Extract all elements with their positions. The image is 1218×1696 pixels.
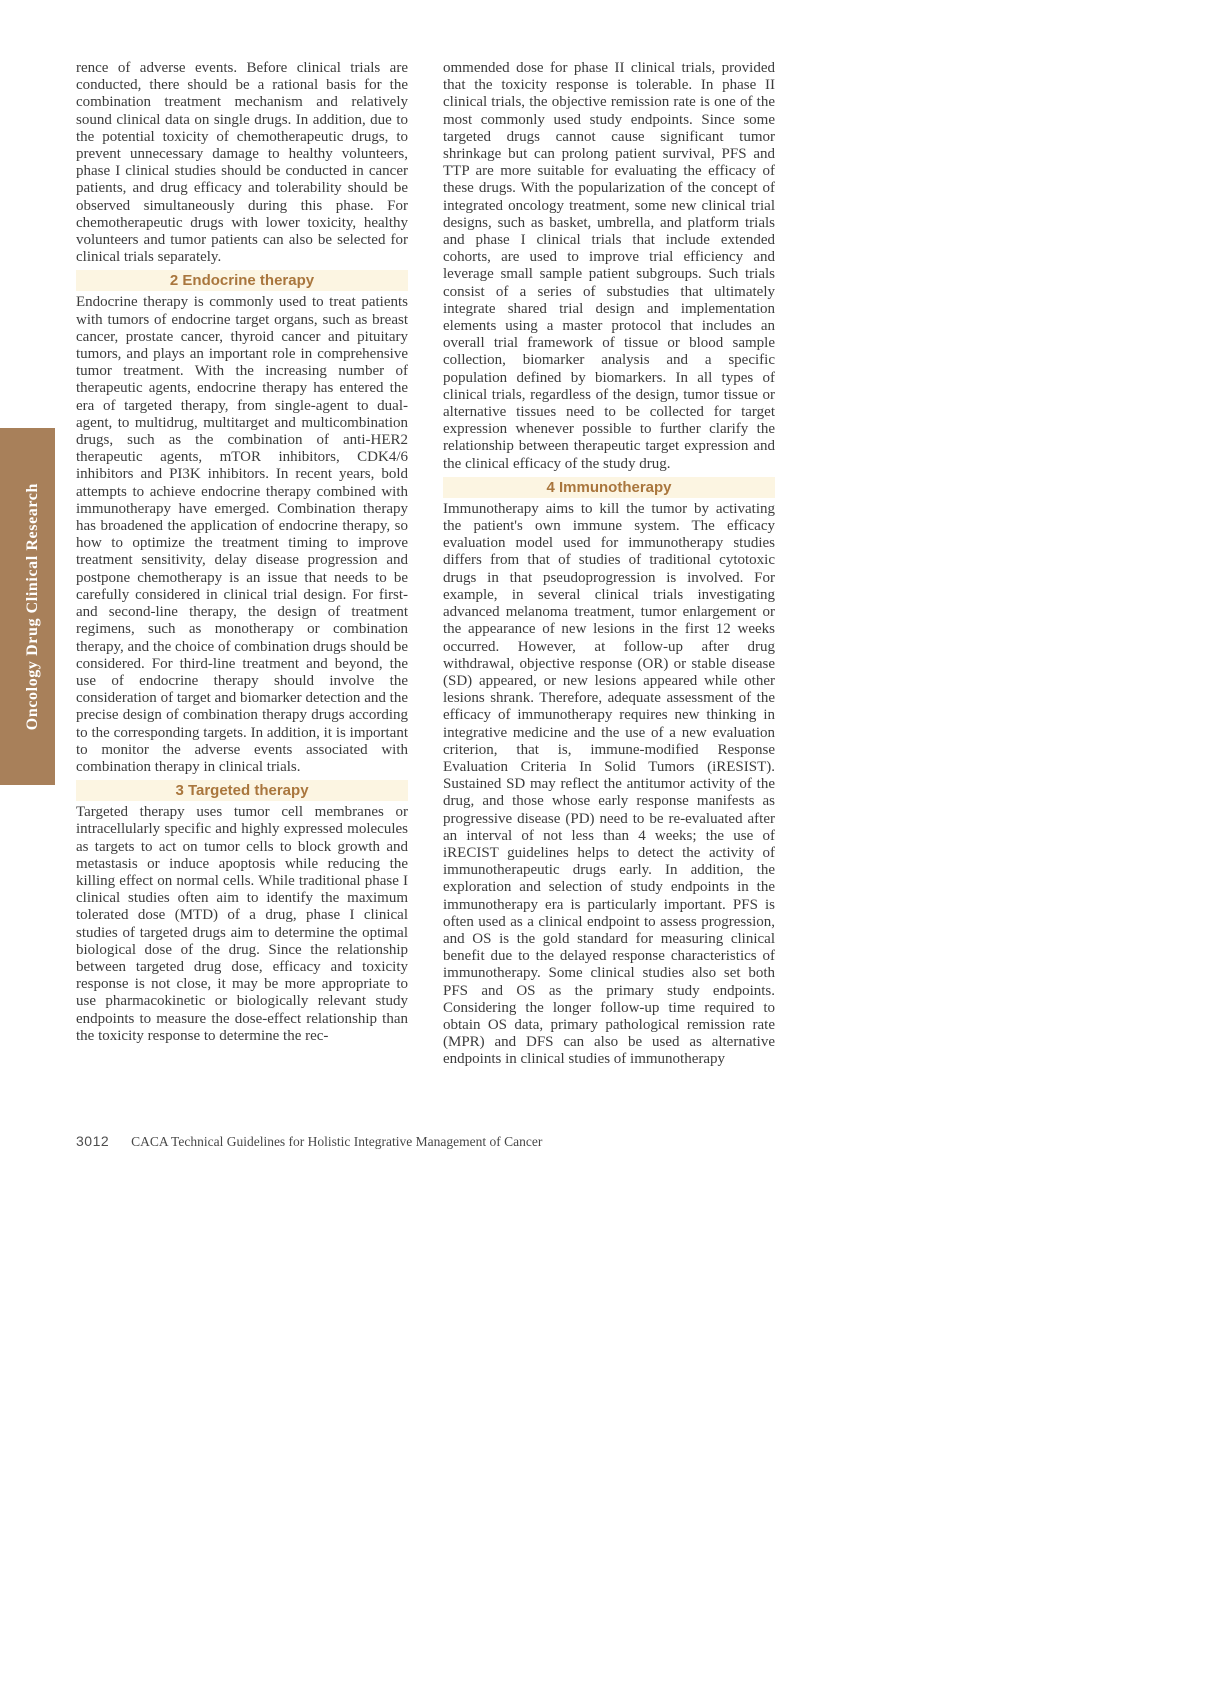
paragraph-immunotherapy: Immunotherapy aims to kill the tumor by activating the patient's own immune system. The efficacy evaluation model used for immunotherapy studies differs from that of studies of traditional cytotoxic drugs in that pseudoprogression is involved. For example, in several clinical trials investigating advanced melanoma treatment, tumor enlargement or the appearance of new lesions in the first 12 weeks occurred. However, at follow-up after drug withdrawal, objective response (OR) or stable disease (SD) appeared, or new lesions appeared while other lesions shrank. Therefore, adequate assessment of the efficacy of immunotherapy requires new thinking in integrative medicine and the use of a new evaluation criterion, that is, immune-modified Response Evaluation Criteria In Solid Tumors (iRESIST). Sustained SD may reflect the antitumor activity of the drug, and those whose early response manifests as progressive disease (PD) need to be re-evaluated after an interval of not less than 4 weeks; the use of iRECIST guidelines helps to detect the activity of immunotherapeutic drugs early. In addition, the exploration and selection of study endpoints in the immunotherapy era is particularly important. PFS is often used as a clinical endpoint to assess progression, and OS is the gold standard for measuring clinical benefit due to the delayed response characteristics of immunotherapy. Some clinical studies also set both PFS and OS as the primary study endpoints. Considering the longer follow-up time required to obtain OS data, primary pathological remission rate (MPR) and DFS can also be used as alternative endpoints in clinical studies of immunotherapy	[443, 500, 775, 1068]
paragraph-targeted-therapy-continued: ommended dose for phase II clinical trials, provided that the toxicity response is tolerable. In phase II clinical trials, the objective remission rate is one of the most commonly used study endpoints. Since some targeted drugs cannot cause significant tumor shrinkage but can prolong patient survival, PFS and TTP are more suitable for evaluating the efficacy of these drugs. With the popularization of the concept of integrated oncology treatment, some new clinical trial designs, such as basket, umbrella, and platform trials and phase I clinical trials that include extended cohorts, are used to improve trial efficiency and leverage small sample patient subgroups. Such trials consist of a series of substudies that ultimately integrate shared trial design and implementation elements using a master protocol that includes an overall trial framework of tissue or blood sample collection, biomarker analysis and a specific population defined by biomarkers. In all types of clinical trials, regardless of the design, tumor tissue or alternative tissues need to be collected for target expression whenever possible to further clarify the relationship between therapeutic target expression and the clinical efficacy of the study drug.	[443, 60, 775, 472]
footer-running-title: CACA Technical Guidelines for Holistic Integrative Management of Cancer	[131, 1134, 543, 1149]
paragraph-adverse-events: rence of adverse events. Before clinical trials are conducted, there should be a rational basis for the combination treatment mechanism and relatively sound clinical data on single drugs. In addition, due to the potential toxicity of chemotherapeutic drugs, to prevent unnecessary damage to healthy volunteers, phase I clinical studies should be conducted in cancer patients, and drug efficacy and tolerability should be observed simultaneously during this phase. For chemotherapeutic drugs with lower toxicity, healthy volunteers and tumor patients can also be selected for clinical trials separately.	[76, 60, 408, 266]
page-footer	[76, 1133, 836, 1151]
right-column	[443, 60, 775, 1069]
page-number: 3012	[76, 1133, 110, 1149]
section-heading-targeted-therapy: 3 Targeted therapy	[76, 780, 408, 801]
left-column	[76, 60, 408, 1045]
journal-section-tab	[0, 428, 55, 785]
section-heading-endocrine-therapy: 2 Endocrine therapy	[76, 270, 408, 291]
paragraph-endocrine-therapy: Endocrine therapy is commonly used to treat patients with tumors of endocrine target organs, such as breast cancer, prostate cancer, thyroid cancer and pituitary tumors, and plays an important role in comprehensive tumor treatment. With the increasing number of therapeutic agents, endocrine therapy has entered the era of targeted therapy, from single-agent to dual-agent, to multidrug, multitarget and multicombination drugs, such as the combination of anti-HER2 therapeutic agents, mTOR inhibitors, CDK4/6 inhibitors and PI3K inhibitors. In recent years, bold attempts to achieve endocrine therapy combined with immunotherapy have emerged. Combination therapy has broadened the application of endocrine therapy, so how to optimize the treatment timing to improve treatment sensitivity, delay disease progression and postpone chemotherapy is an issue that needs to be carefully considered in clinical trial design. For first- and second-line therapy, the design of treatment regimens, such as monotherapy or combination therapy, and the choice of combination drugs should be considered. For third-line treatment and beyond, the use of endocrine therapy should involve the consideration of target and biomarker detection and the precise design of combination therapy drugs according to the corresponding targets. In addition, it is important to monitor the adverse events associated with combination therapy in clinical trials.	[76, 294, 408, 775]
section-heading-immunotherapy: 4 Immunotherapy	[443, 477, 775, 498]
journal-section-label: Oncology Drug Clinical Research	[23, 482, 41, 731]
paragraph-targeted-therapy: Targeted therapy uses tumor cell membranes or intracellularly specific and highly expressed molecules as targets to act on tumor cells to block growth and metastasis or induce apoptosis while reducing the killing effect on normal cells. While traditional phase I clinical studies often aim to identify the maximum tolerated dose (MTD) of a drug, phase I clinical studies of targeted drugs aim to determine the optimal biological dose of the drug. Since the relationship between targeted drug dose, efficacy and toxicity response is not close, it may be more appropriate to use pharmacokinetic or biologically relevant study endpoints to measure the dose-effect relationship than the toxicity response to determine the rec-	[76, 804, 408, 1044]
